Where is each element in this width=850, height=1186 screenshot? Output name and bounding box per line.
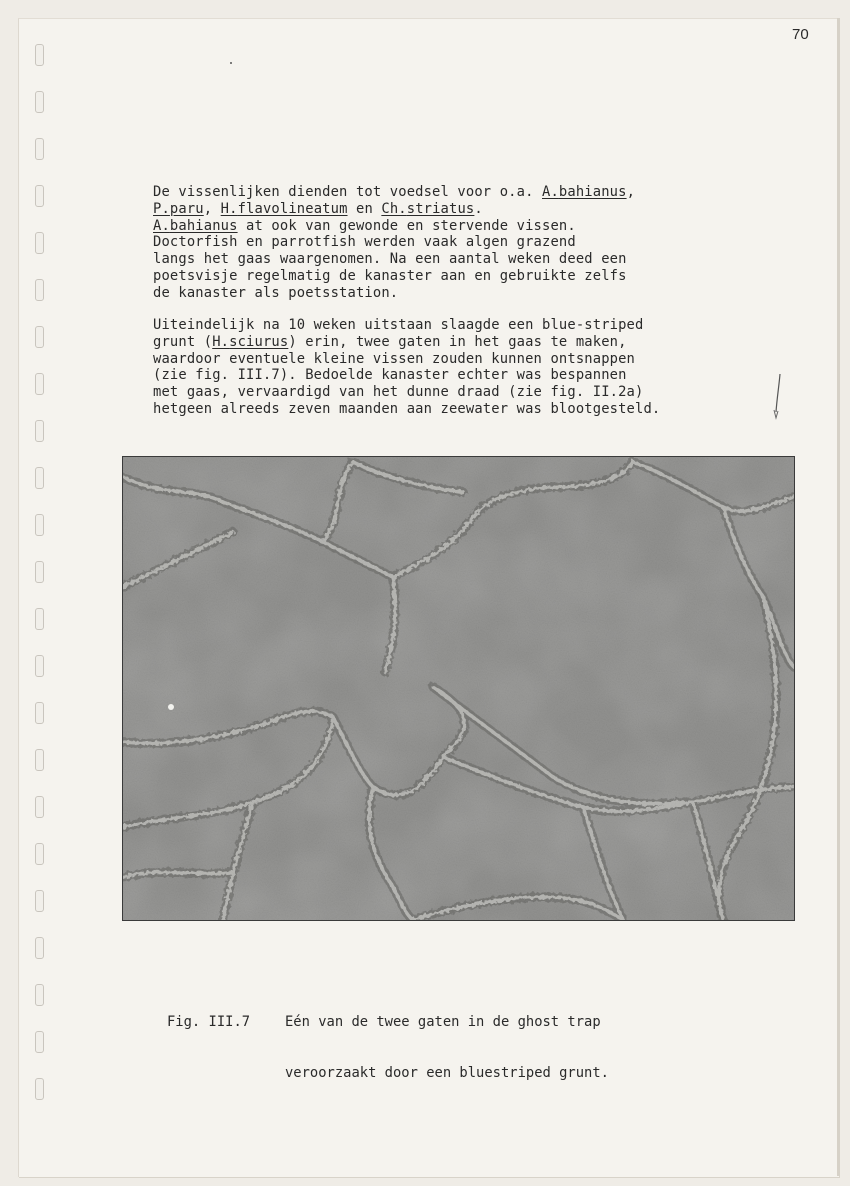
species-name-underlined: bahianus (169, 217, 238, 234)
text-segment: langs het gaas waargenomen. Na een aantal weken deed een (153, 251, 627, 268)
text-line (153, 351, 793, 368)
punch-hole (35, 937, 44, 959)
figure-caption (167, 980, 609, 1116)
text-line (153, 268, 793, 285)
text-segment: Doctorfish en parrotfish werden vaak algen grazend (153, 234, 576, 251)
text-line (153, 285, 793, 302)
punch-hole (35, 1078, 44, 1100)
punch-hole (35, 843, 44, 865)
text-line (153, 251, 793, 268)
punch-hole (35, 796, 44, 818)
punch-hole (35, 279, 44, 301)
text-segment: poetsvisje regelmatig de kanaster aan en gebruikte zelfs (153, 267, 627, 284)
punch-hole (35, 890, 44, 912)
text-line (153, 334, 793, 351)
text-segment: de kanaster als poetsstation. (153, 284, 399, 301)
text-line (153, 367, 793, 384)
punch-hole (35, 984, 44, 1006)
text-segment: ) erin, twee gaten in het gaas te maken, (288, 333, 627, 350)
text-line (153, 384, 793, 401)
punch-hole (35, 702, 44, 724)
punch-hole (35, 749, 44, 771)
paragraph-grunt-holes (153, 317, 793, 418)
species-name-underlined: A. (153, 217, 170, 234)
photo-grain (123, 457, 794, 920)
text-line (153, 184, 793, 201)
text-segment: waardoor eventuele kleine vissen zouden kunnen ontsnappen (153, 350, 636, 367)
text-segment: , (203, 200, 221, 217)
ink-speck (230, 62, 232, 64)
text-segment: . (474, 200, 483, 217)
punch-hole (35, 655, 44, 677)
species-name-underlined: H. (212, 333, 230, 350)
punch-hole (35, 608, 44, 630)
text-line (153, 201, 793, 218)
mesh-photo-drawing (123, 457, 794, 920)
punch-hole (35, 326, 44, 348)
text-segment: (zie fig. III.7). Bedoelde kanaster echter was bespannen (153, 367, 627, 384)
punch-hole (35, 373, 44, 395)
text-segment: De vissenlijken dienden tot voedsel voor o.a. (153, 184, 542, 200)
punch-hole (35, 232, 44, 254)
text-line (153, 401, 793, 418)
punch-hole (35, 467, 44, 489)
paragraph-fish-carcasses (153, 184, 793, 302)
species-name-underlined: A. (542, 184, 559, 200)
punch-hole (35, 514, 44, 536)
punch-hole (35, 138, 44, 160)
species-name-underlined: bahianus (558, 184, 627, 200)
text-segment: at ook van gewonde en stervende vissen. (237, 217, 576, 234)
punch-hole (35, 185, 44, 207)
page-number: 70 (792, 26, 809, 43)
text-segment: , (626, 184, 636, 200)
species-name-underlined: flavolineatum (237, 200, 348, 217)
species-name-underlined: sciurus (229, 333, 289, 350)
text-line (153, 317, 793, 334)
sheet-edge (837, 18, 840, 1176)
species-name-underlined: paru (169, 200, 204, 217)
punch-holes (35, 44, 47, 1154)
caption-line-2: veroorzaakt door een bluestriped grunt. (285, 1065, 609, 1081)
text-segment: grunt ( (153, 333, 213, 350)
figure-photo-mesh-hole (122, 456, 795, 921)
species-name-underlined: H. (220, 200, 238, 217)
punch-hole (35, 420, 44, 442)
species-name-underlined: striatus (406, 200, 475, 217)
pencil-margin-mark (768, 372, 788, 420)
figure-label: Fig. III.7 (167, 1014, 251, 1030)
punch-hole (35, 561, 44, 583)
text-line (153, 234, 793, 251)
text-segment: en (347, 200, 382, 217)
punch-hole (35, 91, 44, 113)
text-segment: Uiteindelijk na 10 weken uitstaan slaagde een blue-striped (153, 317, 644, 333)
text-segment: met gaas, vervaardigd van het dunne draad (zie fig. II.2a) (153, 384, 644, 401)
text-segment: hetgeen alreeds zeven maanden aan zeewater was blootgesteld. (153, 400, 661, 417)
punch-hole (35, 1031, 44, 1053)
caption-line-1: Eén van de twee gaten in de ghost trap (285, 1014, 601, 1030)
text-line (153, 218, 793, 235)
species-name-underlined: P. (153, 200, 170, 217)
species-name-underlined: Ch. (381, 200, 407, 217)
photo-white-speck (168, 704, 174, 710)
punch-hole (35, 44, 44, 66)
